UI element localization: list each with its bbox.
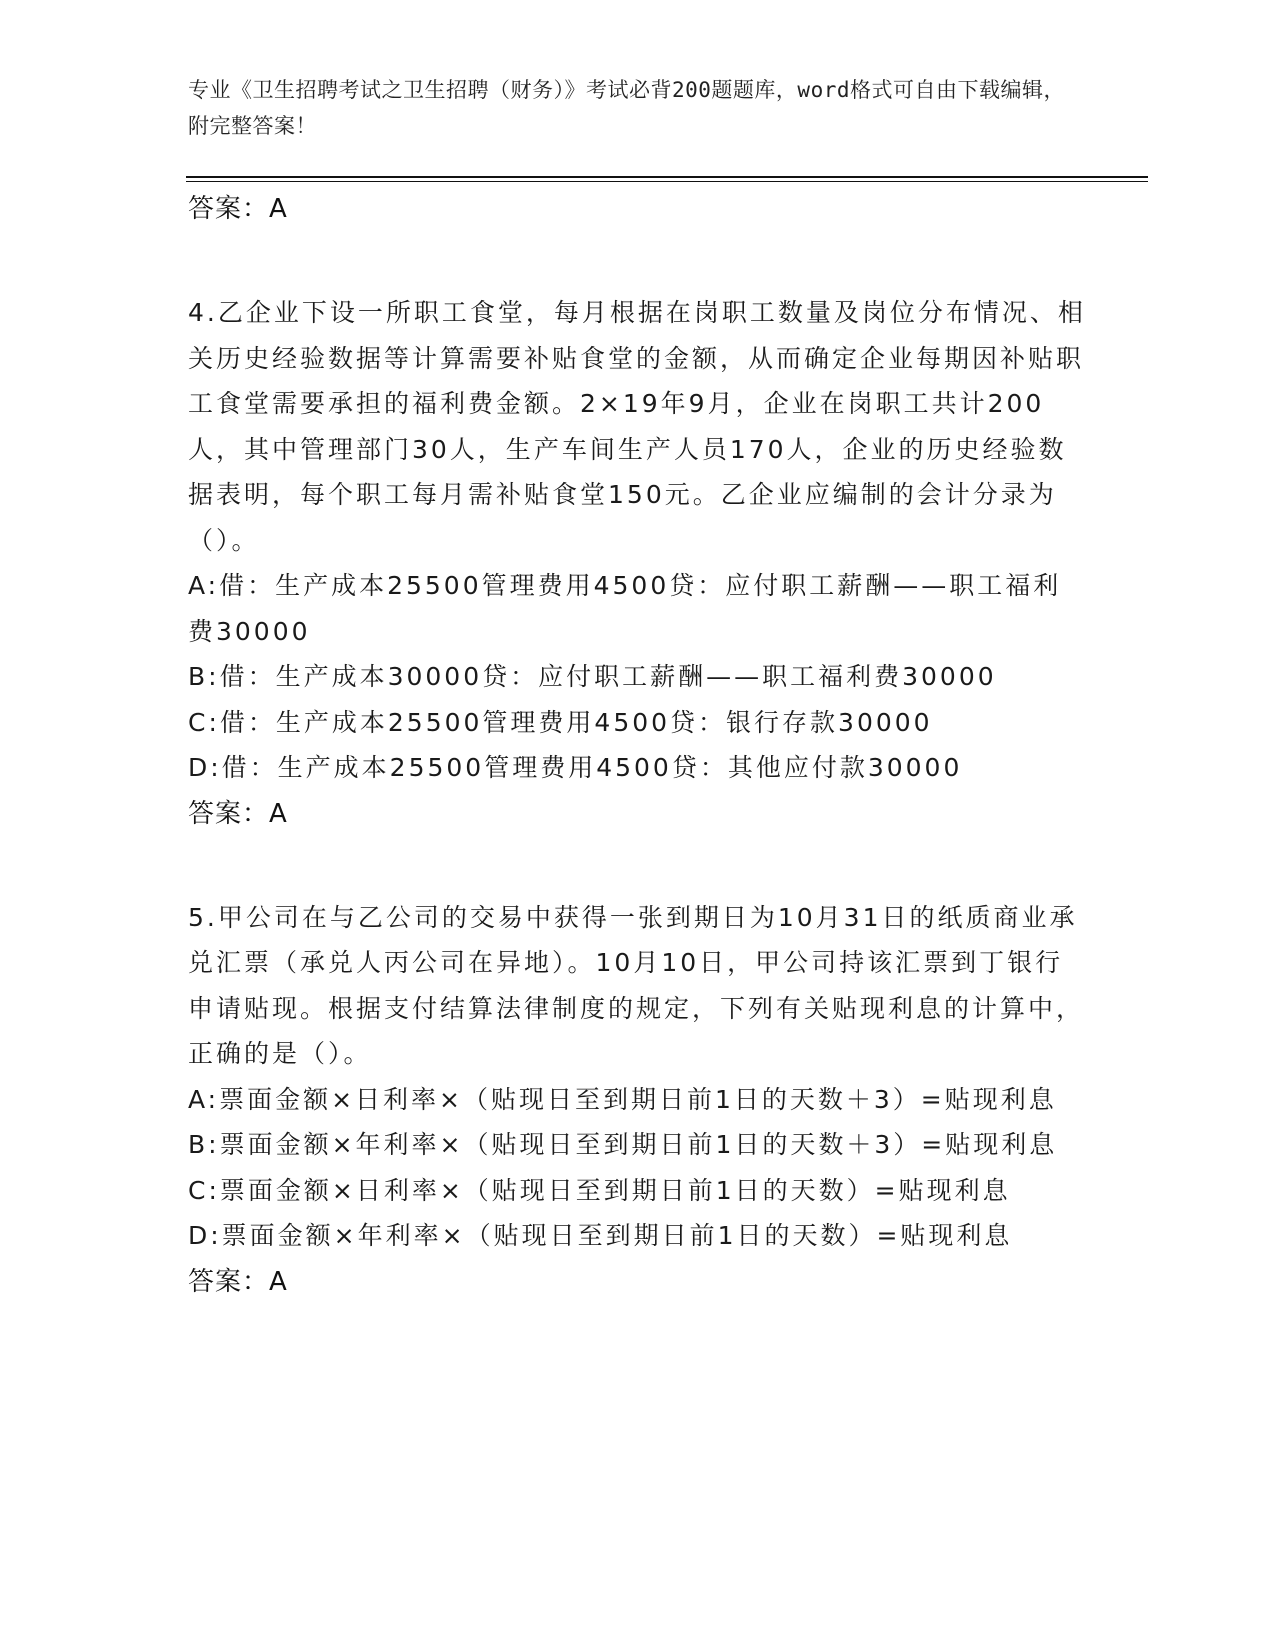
- document-header: 专业《卫生招聘考试之卫生招聘（财务）》考试必背200题题库，word格式可自由下载编辑，附完整答案！: [188, 78, 1065, 138]
- document-body: [188, 186, 1088, 1305]
- header-divider-thin: [186, 181, 1148, 182]
- option-b: B:借：生产成本30000贷：应付职工薪酬——职工福利费30000: [188, 662, 997, 691]
- option-b: B:票面金额×年利率×（贴现日至到期日前1日的天数＋3）=贴现利息: [188, 1130, 1058, 1159]
- previous-question-answer: 答案：A: [188, 194, 288, 224]
- option-c: C:票面金额×日利率×（贴现日至到期日前1日的天数）=贴现利息: [188, 1175, 1011, 1205]
- question-5: [188, 895, 1088, 1305]
- question-answer: 答案：A: [188, 798, 288, 829]
- question-answer: 答案：A: [188, 1266, 288, 1297]
- option-a: A:借：生产成本25500管理费用4500贷：应付职工薪酬——职工福利费30000: [188, 571, 1062, 646]
- option-a: A:票面金额×日利率×（贴现日至到期日前1日的天数＋3）=贴现利息: [188, 1084, 1057, 1114]
- header-divider-thick: [186, 176, 1148, 178]
- option-d: D:借：生产成本25500管理费用4500贷：其他应付款30000: [188, 753, 963, 782]
- question-text: 4.乙企业下设一所职工食堂，每月根据在岗职工数量及岗位分布情况、相关历史经验数据等计算需要补贴食堂的金额，从而确定企业每期因补贴职工食堂需要承担的福利费金额。2×19年9月，企业在岗职工共计200人，其中管理部门30人，生产车间生产人员170人，企业的历史经验数据表明，每个职工每月需补贴食堂150元。乙企业应编制的会计分录为（）。: [188, 298, 1086, 555]
- question-text: 5.甲公司在与乙公司的交易中获得一张到期日为10月31日的纸质商业承兑汇票（承兑人丙公司在异地）。10月10日，甲公司持该汇票到丁银行申请贴现。根据支付结算法律制度的规定，下列有关贴现利息的计算中，正确的是（）。: [188, 902, 1085, 1068]
- option-c: C:借：生产成本25500管理费用4500贷：银行存款30000: [188, 707, 933, 737]
- question-4: [188, 290, 1088, 837]
- option-d: D:票面金额×年利率×（贴现日至到期日前1日的天数）=贴现利息: [188, 1221, 1013, 1250]
